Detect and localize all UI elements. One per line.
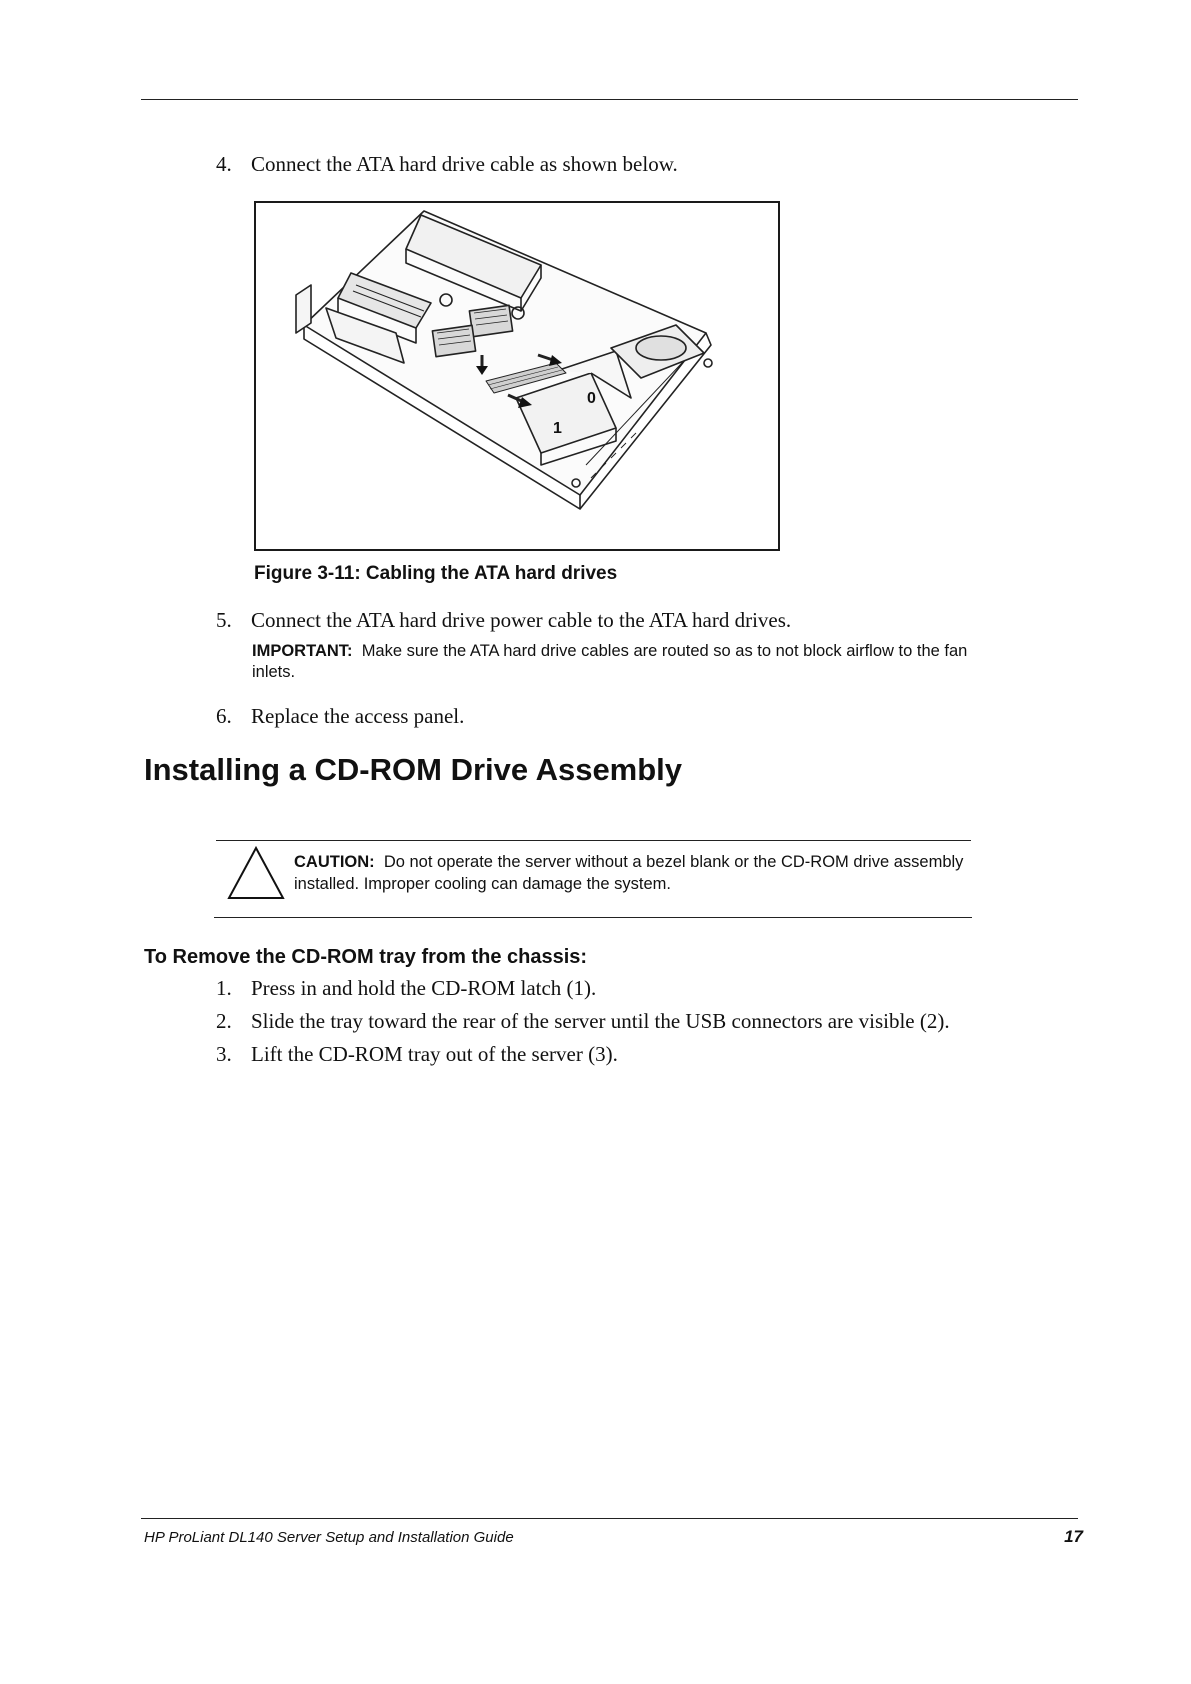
subsection-heading: To Remove the CD-ROM tray from the chassis: (144, 946, 588, 968)
section-heading: Installing a CD-ROM Drive Assembly (144, 752, 683, 787)
step-text: Lift the CD-ROM tray out of the server (3). (251, 1042, 618, 1066)
important-text: Make sure the ATA hard drive cables are routed so as to not block airflow to the fan inlets. (252, 642, 968, 681)
step-number: 2. (216, 1009, 232, 1033)
caution-bottom-rule (214, 917, 972, 918)
callout-1: 1 (553, 420, 562, 437)
caution-text: Do not operate the server without a bezel blank or the CD-ROM drive assembly installed. Improper cooling can damage the system. (294, 853, 964, 893)
step-text: Replace the access panel. (251, 704, 465, 728)
footer-rule (141, 1518, 1078, 1519)
step-text: Connect the ATA hard drive power cable to the ATA hard drives. (251, 608, 792, 632)
header-rule (141, 99, 1078, 100)
step-number: 3. (216, 1042, 232, 1066)
important-note (252, 641, 972, 683)
caution-label: CAUTION: (294, 853, 375, 871)
step-number: 6. (216, 704, 232, 728)
step-number: 5. (216, 608, 232, 632)
callout-0: 0 (587, 390, 596, 407)
footer-doc-title: HP ProLiant DL140 Server Setup and Installation Guide (144, 1529, 514, 1546)
figure-caption: Figure 3-11: Cabling the ATA hard drives (254, 563, 618, 584)
figure-ata-cabling (254, 201, 780, 551)
step-text: Slide the tray toward the rear of the server until the USB connectors are visible (2). (251, 1009, 950, 1033)
step-text: Connect the ATA hard drive cable as shown below. (251, 152, 678, 176)
step-number: 4. (216, 152, 232, 176)
important-label: IMPORTANT: (252, 642, 353, 660)
caution-triangle-icon (226, 844, 286, 902)
page-number: 17 (1064, 1527, 1083, 1546)
caution-top-rule (216, 840, 971, 841)
step-text: Press in and hold the CD-ROM latch (1). (251, 976, 597, 1000)
step-number: 1. (216, 976, 232, 1000)
server-chassis-illustration (256, 203, 777, 548)
caution-note (294, 851, 974, 895)
